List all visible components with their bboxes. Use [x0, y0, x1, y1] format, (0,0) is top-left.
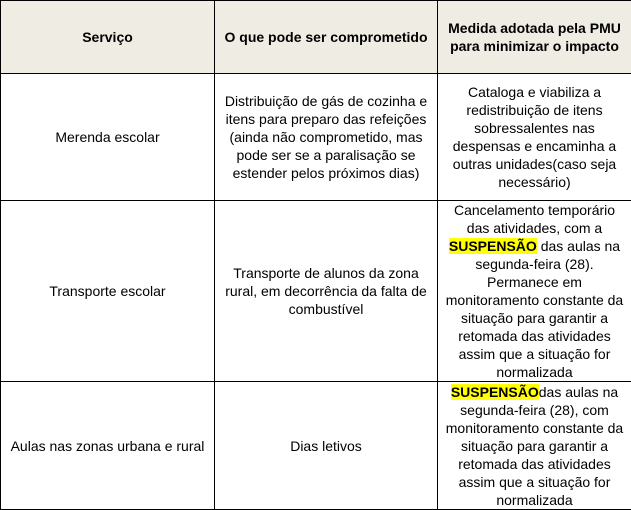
- cell-medida: Cataloga e viabiliza a redistribuição de itens sobressalentes nas despensas e encaminha a outras unidades(caso seja necessário): [438, 74, 631, 201]
- cell-comprometido: Distribuição de gás de cozinha e itens para preparo das refeições (ainda não comprometido, mas pode ser se a paralisação se estender pelos próximos dias): [215, 74, 438, 201]
- cell-servico: Transporte escolar: [1, 201, 215, 382]
- table-row: [1, 201, 631, 382]
- medida-text-after: das aulas na segunda-feira (28). Permanece em monitoramento constante da situação para garantir a retomada das atividades assim que a situação for normalizada: [446, 238, 623, 380]
- cell-servico: Merenda escolar: [1, 74, 215, 201]
- cell-comprometido: Dias letivos: [215, 382, 438, 510]
- cell-medida: [438, 201, 631, 382]
- cell-servico: Aulas nas zonas urbana e rural: [1, 382, 215, 510]
- header-comprometido: O que pode ser comprometido: [215, 1, 438, 74]
- suspensao-highlight: SUSPENSÃO: [451, 384, 539, 400]
- header-row: [1, 1, 631, 74]
- cell-medida: [438, 382, 631, 510]
- cell-comprometido: Transporte de alunos da zona rural, em decorrência da falta de combustível: [215, 201, 438, 382]
- header-medida: Medida adotada pela PMU para minimizar o impacto: [438, 1, 631, 74]
- header-servico: Serviço: [1, 1, 215, 74]
- medida-text-before: Cancelamento temporário das atividades, com a: [454, 202, 615, 236]
- table-row: [1, 382, 631, 510]
- suspensao-highlight: SUSPENSÃO: [449, 238, 537, 254]
- medida-text-after: das aulas na segunda-feira (28), com monitoramento constante da situação para garantir a retomada das atividades assim que a situação for normalizada: [446, 384, 623, 508]
- table-row: [1, 74, 631, 201]
